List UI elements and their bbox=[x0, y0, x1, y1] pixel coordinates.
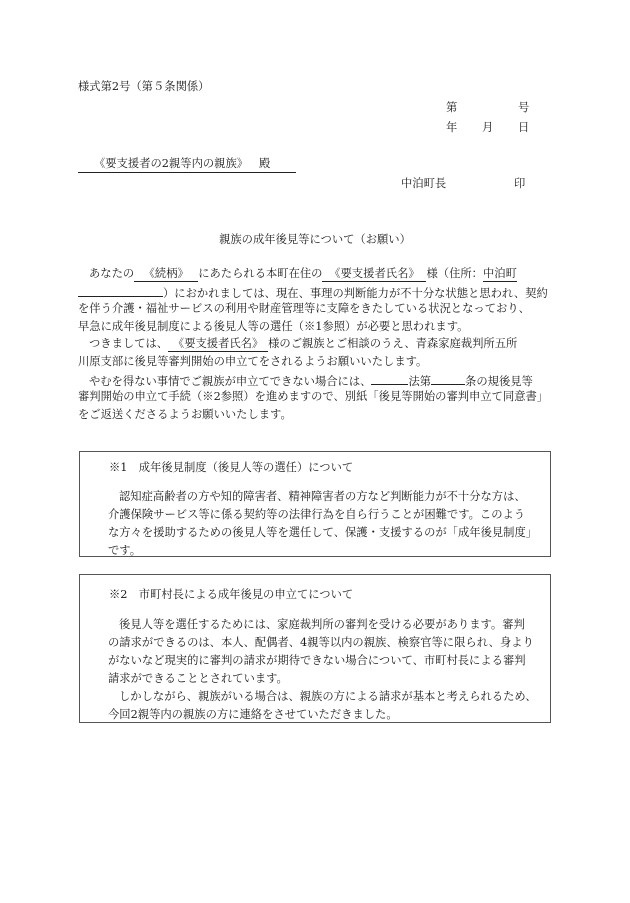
body-line: 早急に成年後見制度による後見人等の選任（※1参照）が必要と思われます。 bbox=[78, 319, 469, 333]
addressee-line bbox=[78, 156, 296, 173]
article-blank bbox=[431, 372, 465, 385]
relation-field: 《続柄》 bbox=[134, 267, 198, 282]
person-name-field-2: 《要支援者氏名》 bbox=[168, 337, 268, 352]
note2-line: の請求ができるのは、本人、配偶者、4親等以内の親族、検察官等に限られ、身より bbox=[108, 636, 534, 649]
addressee-name: 《要支援者の2親等内の親族》 bbox=[94, 157, 249, 170]
date-year: 年 bbox=[446, 121, 458, 134]
address-field: 中泊町 bbox=[483, 267, 517, 282]
note-box-guardianship-system bbox=[79, 451, 551, 557]
body-line: ）におかれましては、現在、事理の判断能力が不十分な状態と思われ、契約 bbox=[78, 284, 554, 302]
note-box-mayor-petition bbox=[79, 574, 551, 723]
body-line: を伴う介護・福祉サービスの利用や財産管理等に支障をきたしている状況となっており、 bbox=[78, 302, 530, 316]
addressee-honorific: 殿 bbox=[259, 157, 271, 170]
sender-name: 中泊町長 bbox=[401, 177, 447, 190]
body-line: をご返送くださるようお願いいたします。 bbox=[78, 407, 292, 421]
note2-line: がないなど現実的に審判の請求が期待できない場合について、市町村長による審判 bbox=[108, 654, 526, 667]
body-line: つきましては、 《要支援者氏名》 様のご親族とご相談のうえ、青森家庭裁判所五所 bbox=[78, 336, 554, 354]
note2-line: 後見人等を選任するためには、家庭裁判所の審判を受ける必要があります。審判 bbox=[119, 618, 525, 631]
note1-line: です。 bbox=[108, 544, 141, 557]
note2-line: しかしながら、親族がいる場合は、親族の方による請求が基本と考えられるため、 bbox=[119, 690, 537, 703]
body-line: 審判開始の申立て手続（※2参照）を進めますので、別紙「後見等開始の審判申立て同意書」 bbox=[78, 390, 549, 404]
body-line: やむを得ない事情でご親族が申立てできない場合には、 法第 条の規後見等 bbox=[78, 372, 554, 390]
date-day: 日 bbox=[518, 121, 530, 134]
body-text bbox=[78, 266, 554, 424]
note2-line: 請求ができることとされています。 bbox=[108, 672, 288, 685]
address-blank bbox=[78, 284, 163, 297]
body-line: 川原支部に後見等審判開始の申立てをされるようお願いいたします。 bbox=[78, 354, 428, 368]
document-number-suffix: 号 bbox=[518, 101, 530, 114]
law-blank bbox=[371, 372, 408, 385]
body-line: あなたの 《続柄》 にあたられる本町在住の 《要支援者氏名》 様（住所：中泊町 bbox=[78, 266, 554, 284]
document-number-label: 第 bbox=[446, 101, 458, 114]
form-number: 様式第2号（第５条関係） bbox=[78, 80, 210, 93]
note2-heading: ※2 市町村長による成年後見の申立てについて bbox=[109, 588, 354, 601]
note2-line: 今回2親等内の親族の方に連絡をさせていただきました。 bbox=[108, 708, 398, 721]
date-month: 月 bbox=[482, 121, 494, 134]
seal-mark: 印 bbox=[514, 177, 526, 190]
person-name-field: 《要支援者氏名》 bbox=[322, 267, 426, 282]
note1-line: な方々を援助するための後見人等を選任して、保護・支援するのが「成年後見制度」 bbox=[108, 526, 538, 539]
note1-heading: ※1 成年後見制度（後見人等の選任）について bbox=[109, 461, 354, 474]
document-title: 親族の成年後見等について（お願い） bbox=[219, 233, 411, 246]
note1-line: 介護保険サービス等に係る契約等の法律行為を自ら行うことが困難です。このよう bbox=[108, 508, 526, 521]
note1-line: 認知症高齢者の方や知的障害者、精神障害者の方など判断能力が不十分な方は、 bbox=[119, 490, 526, 503]
